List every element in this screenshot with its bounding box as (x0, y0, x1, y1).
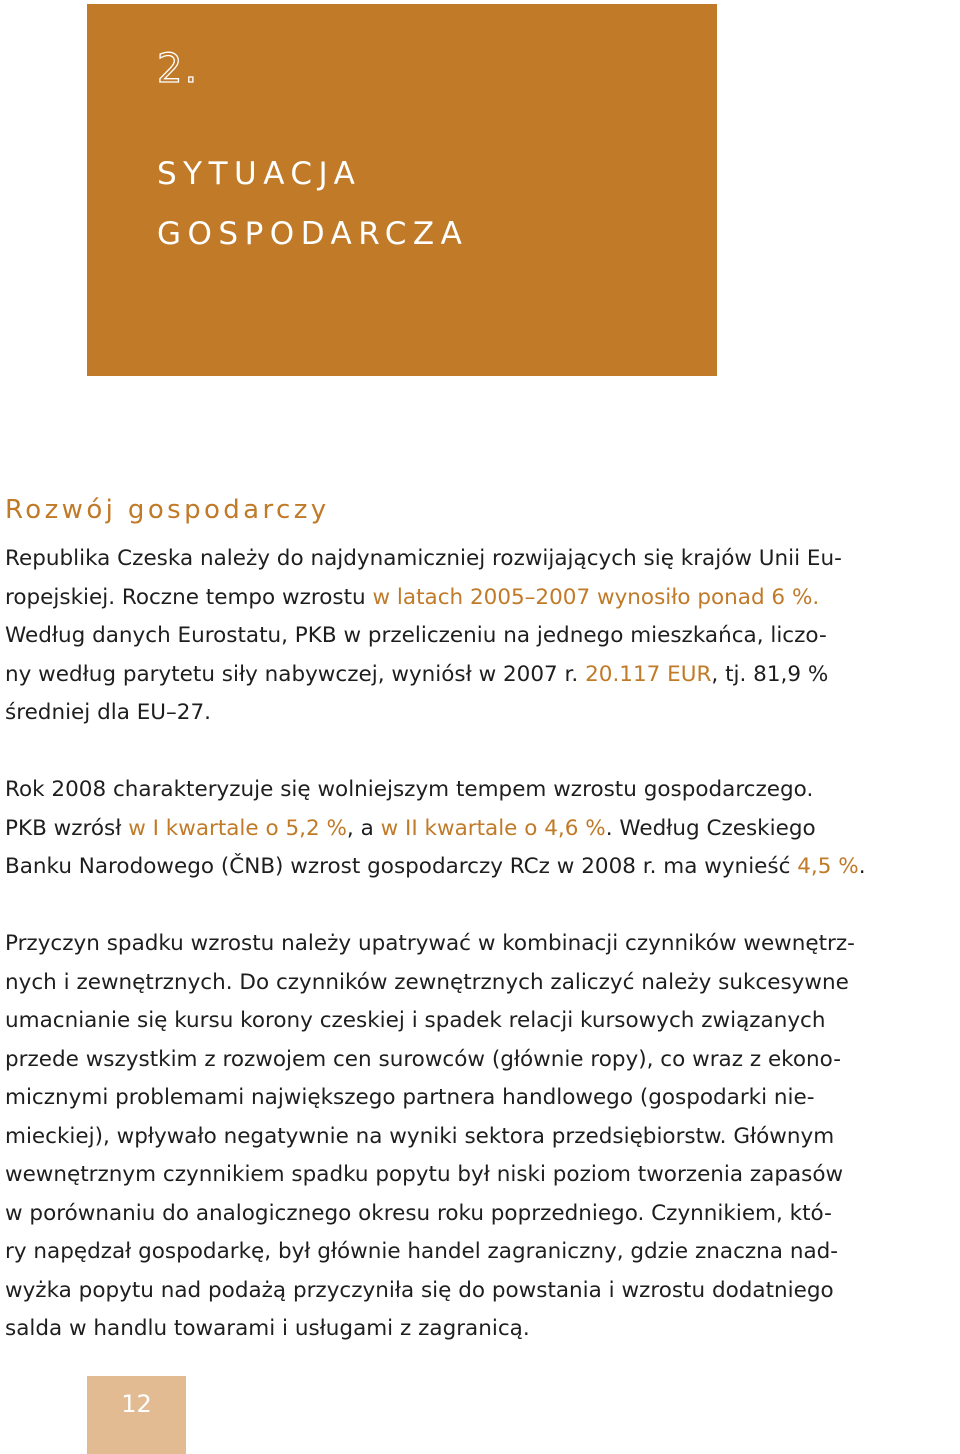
section-heading: Rozwój gospodarczy (5, 495, 330, 525)
text-segment: . (858, 854, 866, 879)
text-line: wyżka popytu nad podażą przyczyniła się do powstania i wzrostu dodatniego (5, 1277, 834, 1303)
text-line (5, 694, 953, 733)
text-line: Przyczyn spadku wzrostu należy upatrywać w kombinacji czynników wewnętrz- (5, 931, 855, 956)
text-line: salda w handlu towarami i usługami z zagranicą. (5, 1316, 530, 1341)
text-line (5, 540, 953, 579)
paragraph-economic-growth (5, 540, 953, 733)
chapter-title-line-1: SYTUACJA (157, 156, 362, 192)
page-number-box (87, 1376, 186, 1454)
highlighted-text: w latach 2005–2007 wynosiło ponad 6 %. (372, 584, 820, 610)
text-segment: Rok 2008 charakteryzuje się wolniejszym tempem wzrostu gospodarczego. (5, 777, 814, 802)
text-segment: , a (346, 815, 381, 841)
text-line: ry napędzał gospodarkę, był głównie handel zagraniczny, gdzie znaczna nad- (5, 1239, 839, 1264)
text-segment: . Według Czeskiego (605, 815, 816, 841)
highlighted-text: w I kwartale o 5,2 % (128, 815, 347, 841)
chapter-header-box (87, 4, 717, 376)
text-segment: ropejskiej. Roczne tempo wzrostu (5, 584, 373, 610)
paragraph-growth-decline-causes (5, 925, 953, 1349)
chapter-title (157, 144, 468, 264)
text-line (5, 810, 953, 849)
text-line: micznymi problemami największego partnera handlowego (gospodarki nie- (5, 1085, 815, 1110)
text-segment: Banku Narodowego (ČNB) wzrost gospodarczy RCz w 2008 r. ma wynieść (5, 854, 798, 879)
chapter-number: 2. (157, 46, 200, 92)
text-line: przede wszystkim z rozwojem cen surowców (głównie ropy), co wraz z ekono- (5, 1046, 841, 1072)
text-segment: średniej dla EU–27. (5, 700, 211, 725)
text-segment: ny według parytetu siły nabywczej, wyniósł w 2007 r. (5, 661, 586, 687)
text-segment: , tj. 81,9 % (711, 661, 829, 687)
chapter-title-line-2: GOSPODARCZA (157, 216, 469, 252)
text-segment: Według danych Eurostatu, PKB w przeliczeniu na jednego mieszkańca, liczo- (5, 623, 827, 648)
page-number: 12 (121, 1390, 152, 1418)
text-line (5, 771, 953, 810)
paragraph-2008-growth (5, 771, 953, 887)
text-line: wewnętrznym czynnikiem spadku popytu był niski poziom tworzenia zapasów (5, 1162, 844, 1187)
text-segment: Republika Czeska należy do najdynamiczniej rozwijających się krajów Unii Eu- (5, 546, 842, 571)
text-line (5, 848, 953, 887)
text-line (5, 617, 953, 656)
highlighted-text: 4,5 % (797, 854, 859, 879)
text-segment: PKB wzrósł (5, 815, 129, 841)
text-line (5, 656, 953, 695)
text-line: mieckiej), wpływało negatywnie na wyniki sektora przedsiębiorstw. Głównym (5, 1123, 835, 1149)
text-line: umacnianie się kursu korony czeskiej i spadek relacji kursowych związanych (5, 1008, 826, 1033)
highlighted-text: w II kwartale o 4,6 % (380, 815, 606, 841)
text-line: nych i zewnętrznych. Do czynników zewnętrznych zaliczyć należy sukcesywne (5, 969, 849, 995)
text-line (5, 579, 953, 618)
text-line: w porównaniu do analogicznego okresu roku poprzedniego. Czynnikiem, któ- (5, 1200, 832, 1226)
highlighted-text: 20.117 EUR (585, 661, 712, 687)
